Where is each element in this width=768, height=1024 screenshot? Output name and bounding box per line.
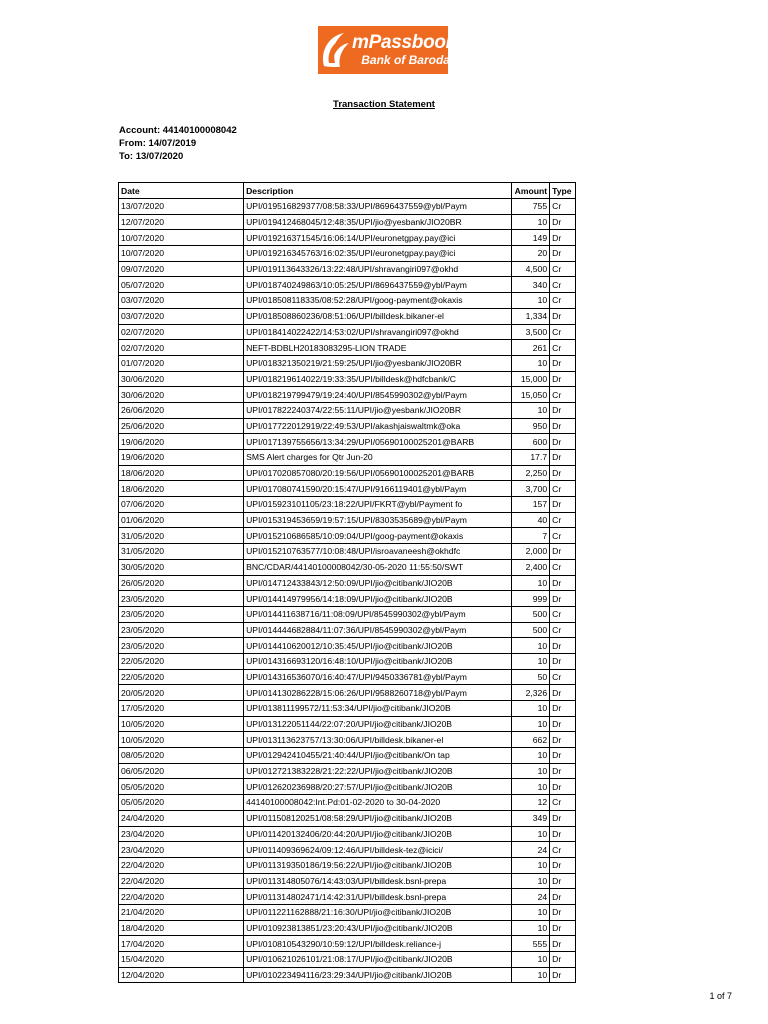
- date-cell: 08/05/2020: [119, 748, 244, 764]
- description-cell: UPI/011314802471/14:42:31/UPI/billdesk.bsnl-prepa: [244, 889, 512, 905]
- date-cell: 19/06/2020: [119, 450, 244, 466]
- description-cell: UPI/015210763577/10:08:48/UPI/isroavaneesh@okhdfc: [244, 544, 512, 560]
- description-cell: UPI/013122051144/22:07:20/UPI/jio@citibank/JIO20B: [244, 716, 512, 732]
- type-cell: Dr: [550, 826, 576, 842]
- type-cell: Cr: [550, 277, 576, 293]
- type-cell: Dr: [550, 748, 576, 764]
- date-cell: 30/05/2020: [119, 559, 244, 575]
- type-cell: Dr: [550, 308, 576, 324]
- date-cell: 22/05/2020: [119, 669, 244, 685]
- date-cell: 06/05/2020: [119, 763, 244, 779]
- amount-cell: 10: [511, 857, 549, 873]
- amount-cell: 10: [511, 402, 549, 418]
- description-cell: UPI/012721383228/21:22:22/UPI/jio@citibank/JIO20B: [244, 763, 512, 779]
- amount-cell: 999: [511, 591, 549, 607]
- description-cell: UPI/013113623757/13:30:06/UPI/billdesk.bikaner-el: [244, 732, 512, 748]
- transaction-table: [118, 182, 576, 983]
- description-cell: UPI/015210686585/10:09:04/UPI/goog-payment@okaxis: [244, 528, 512, 544]
- date-cell: 30/06/2020: [119, 371, 244, 387]
- type-cell: Dr: [550, 732, 576, 748]
- table-row: [119, 936, 576, 952]
- description-cell: UPI/018219799479/19:24:40/UPI/8545990302@ybl/Paym: [244, 387, 512, 403]
- table-row: [119, 199, 576, 215]
- table-row: [119, 748, 576, 764]
- table-row: [119, 653, 576, 669]
- description-cell: UPI/017020857080/20:19:56/UPI/05690100025201@BARB: [244, 465, 512, 481]
- type-cell: Cr: [550, 606, 576, 622]
- table-row: [119, 591, 576, 607]
- amount-cell: 340: [511, 277, 549, 293]
- type-cell: Dr: [550, 967, 576, 983]
- amount-cell: 10: [511, 826, 549, 842]
- amount-cell: 600: [511, 434, 549, 450]
- type-cell: Dr: [550, 575, 576, 591]
- table-row: [119, 418, 576, 434]
- from-date: From: 14/07/2019: [119, 138, 197, 149]
- date-cell: 10/07/2020: [119, 230, 244, 246]
- description-cell: UPI/012942410455/21:40:44/UPI/jio@citibank/On tap: [244, 748, 512, 764]
- description-cell: UPI/010223494116/23:29:34/UPI/jio@citibank/JIO20B: [244, 967, 512, 983]
- table-row: [119, 920, 576, 936]
- type-cell: Dr: [550, 246, 576, 262]
- description-cell: UPI/010621026101/21:08:17/UPI/jio@citibank/JIO20B: [244, 952, 512, 968]
- date-cell: 17/05/2020: [119, 701, 244, 717]
- description-cell: UPI/014130286228/15:06:26/UPI/9588260718@ybl/Paym: [244, 685, 512, 701]
- table-row: [119, 559, 576, 575]
- amount-cell: 17.7: [511, 450, 549, 466]
- type-cell: Dr: [550, 402, 576, 418]
- date-cell: 01/06/2020: [119, 512, 244, 528]
- description-cell: UPI/011508120251/08:58:29/UPI/jio@citibank/JIO20B: [244, 810, 512, 826]
- table-row: [119, 497, 576, 513]
- description-cell: UPI/017822240374/22:55:11/UPI/jio@yesbank/JIO20BR: [244, 402, 512, 418]
- date-cell: 02/07/2020: [119, 340, 244, 356]
- type-cell: Dr: [550, 434, 576, 450]
- type-cell: Cr: [550, 387, 576, 403]
- type-cell: Dr: [550, 638, 576, 654]
- amount-cell: 10: [511, 748, 549, 764]
- type-cell: Dr: [550, 920, 576, 936]
- table-row: [119, 857, 576, 873]
- type-cell: Cr: [550, 512, 576, 528]
- amount-cell: 10: [511, 873, 549, 889]
- type-cell: Dr: [550, 873, 576, 889]
- date-cell: 23/05/2020: [119, 606, 244, 622]
- table-row: [119, 716, 576, 732]
- table-row: [119, 669, 576, 685]
- table-row: [119, 293, 576, 309]
- description-cell: UPI/017080741590/20:15:47/UPI/9166119401@ybl/Paym: [244, 481, 512, 497]
- date-cell: 18/06/2020: [119, 465, 244, 481]
- date-cell: 13/07/2020: [119, 199, 244, 215]
- type-cell: Dr: [550, 685, 576, 701]
- amount-cell: 40: [511, 512, 549, 528]
- amount-cell: 755: [511, 199, 549, 215]
- date-cell: 15/04/2020: [119, 952, 244, 968]
- date-cell: 23/04/2020: [119, 826, 244, 842]
- date-cell: 05/07/2020: [119, 277, 244, 293]
- type-cell: Cr: [550, 528, 576, 544]
- description-cell: SMS Alert charges for Qtr Jun-20: [244, 450, 512, 466]
- amount-cell: 50: [511, 669, 549, 685]
- brand-title: mPassbook: [352, 31, 456, 53]
- amount-cell: 10: [511, 716, 549, 732]
- description-cell: UPI/013811199572/11:53:34/UPI/jio@citibank/JIO20B: [244, 701, 512, 717]
- table-row: [119, 826, 576, 842]
- description-cell: UPI/011420132406/20:44:20/UPI/jio@citibank/JIO20B: [244, 826, 512, 842]
- amount-cell: 10: [511, 967, 549, 983]
- amount-cell: 500: [511, 606, 549, 622]
- description-cell: UPI/011409369624/09:12:46/UPI/billdesk-tez@icici/: [244, 842, 512, 858]
- header-description: Description: [244, 183, 512, 199]
- description-cell: UPI/018508118335/08:52:28/UPI/goog-payment@okaxis: [244, 293, 512, 309]
- date-cell: 18/04/2020: [119, 920, 244, 936]
- amount-cell: 12: [511, 795, 549, 811]
- table-row: [119, 732, 576, 748]
- description-cell: UPI/019412468045/12:48:35/UPI/jio@yesbank/JIO20BR: [244, 214, 512, 230]
- table-row: [119, 434, 576, 450]
- table-row: [119, 465, 576, 481]
- table-row: [119, 575, 576, 591]
- description-cell: UPI/012620236988/20:27:57/UPI/jio@citibank/JIO20B: [244, 779, 512, 795]
- date-cell: 25/06/2020: [119, 418, 244, 434]
- description-cell: UPI/019516829377/08:58:33/UPI/8696437559@ybl/Paym: [244, 199, 512, 215]
- description-cell: UPI/011314805076/14:43:03/UPI/billdesk.bsnl-prepa: [244, 873, 512, 889]
- amount-cell: 15,050: [511, 387, 549, 403]
- date-cell: 03/07/2020: [119, 293, 244, 309]
- amount-cell: 15,000: [511, 371, 549, 387]
- date-cell: 23/04/2020: [119, 842, 244, 858]
- date-cell: 21/04/2020: [119, 904, 244, 920]
- account-number: Account: 44140100008042: [119, 125, 237, 136]
- type-cell: Dr: [550, 936, 576, 952]
- type-cell: Dr: [550, 450, 576, 466]
- date-cell: 17/04/2020: [119, 936, 244, 952]
- amount-cell: 3,500: [511, 324, 549, 340]
- date-cell: 30/06/2020: [119, 387, 244, 403]
- document-title: Transaction Statement: [333, 99, 435, 110]
- amount-cell: 1,334: [511, 308, 549, 324]
- date-cell: 12/07/2020: [119, 214, 244, 230]
- date-cell: 23/05/2020: [119, 591, 244, 607]
- description-cell: UPI/014316693120/16:48:10/UPI/jio@citibank/JIO20B: [244, 653, 512, 669]
- amount-cell: 10: [511, 355, 549, 371]
- type-cell: Dr: [550, 653, 576, 669]
- amount-cell: 10: [511, 293, 549, 309]
- description-cell: UPI/019216345763/16:02:35/UPI/euronetgpay.pay@ici: [244, 246, 512, 262]
- description-cell: UPI/015319453659/19:57:15/UPI/8303535689@ybl/Paym: [244, 512, 512, 528]
- date-cell: 10/07/2020: [119, 246, 244, 262]
- date-cell: 01/07/2020: [119, 355, 244, 371]
- amount-cell: 349: [511, 810, 549, 826]
- amount-cell: 10: [511, 904, 549, 920]
- table-row: [119, 371, 576, 387]
- type-cell: Dr: [550, 418, 576, 434]
- amount-cell: 10: [511, 701, 549, 717]
- header-type: Type: [550, 183, 576, 199]
- table-row: [119, 763, 576, 779]
- table-row: [119, 355, 576, 371]
- type-cell: Dr: [550, 355, 576, 371]
- table-row: [119, 450, 576, 466]
- amount-cell: 2,000: [511, 544, 549, 560]
- table-row: [119, 528, 576, 544]
- table-row: [119, 622, 576, 638]
- type-cell: Cr: [550, 481, 576, 497]
- bob-logo-icon-svg: [318, 30, 352, 70]
- amount-cell: 10: [511, 638, 549, 654]
- date-cell: 22/05/2020: [119, 653, 244, 669]
- amount-cell: 662: [511, 732, 549, 748]
- amount-cell: 3,700: [511, 481, 549, 497]
- table-row: [119, 324, 576, 340]
- description-cell: UPI/014444682884/11:07:36/UPI/8545990302@ybl/Paym: [244, 622, 512, 638]
- type-cell: Cr: [550, 199, 576, 215]
- description-cell: UPI/014712433843/12:50:09/UPI/jio@citibank/JIO20B: [244, 575, 512, 591]
- table-row: [119, 810, 576, 826]
- type-cell: Dr: [550, 904, 576, 920]
- amount-cell: 2,250: [511, 465, 549, 481]
- type-cell: Dr: [550, 952, 576, 968]
- description-cell: UPI/017722012919/22:49:53/UPI/akashjaiswaltmk@oka: [244, 418, 512, 434]
- amount-cell: 261: [511, 340, 549, 356]
- type-cell: Dr: [550, 214, 576, 230]
- type-cell: Dr: [550, 544, 576, 560]
- amount-cell: 10: [511, 763, 549, 779]
- table-row: [119, 873, 576, 889]
- table-row: [119, 904, 576, 920]
- type-cell: Cr: [550, 795, 576, 811]
- description-cell: UPI/018414022422/14:53:02/UPI/shravangiri097@okhd: [244, 324, 512, 340]
- type-cell: Cr: [550, 622, 576, 638]
- date-cell: 10/05/2020: [119, 716, 244, 732]
- type-cell: Cr: [550, 559, 576, 575]
- transaction-rows: [119, 199, 576, 983]
- table-row: [119, 685, 576, 701]
- description-cell: UPI/019113643326/13:22:48/UPI/shravangiri097@okhd: [244, 261, 512, 277]
- table-row: [119, 779, 576, 795]
- page-number: 1 of 7: [709, 991, 732, 1001]
- table-row: [119, 701, 576, 717]
- table-row: [119, 387, 576, 403]
- account-info: [119, 124, 237, 163]
- description-cell: UPI/019216371545/16:06:14/UPI/euronetgpay.pay@ici: [244, 230, 512, 246]
- date-cell: 09/07/2020: [119, 261, 244, 277]
- description-cell: NEFT-BDBLH20183083295-LION TRADE: [244, 340, 512, 356]
- date-cell: 20/05/2020: [119, 685, 244, 701]
- table-row: [119, 402, 576, 418]
- description-cell: UPI/011319350186/19:56:22/UPI/jio@citibank/JIO20B: [244, 857, 512, 873]
- table-row: [119, 842, 576, 858]
- date-cell: 22/04/2020: [119, 873, 244, 889]
- type-cell: Dr: [550, 716, 576, 732]
- type-cell: Dr: [550, 889, 576, 905]
- description-cell: UPI/014411638716/11:08:09/UPI/8545990302@ybl/Paym: [244, 606, 512, 622]
- table-row: [119, 638, 576, 654]
- amount-cell: 20: [511, 246, 549, 262]
- date-cell: 12/04/2020: [119, 967, 244, 983]
- amount-cell: 24: [511, 842, 549, 858]
- date-cell: 22/04/2020: [119, 889, 244, 905]
- date-cell: 24/04/2020: [119, 810, 244, 826]
- amount-cell: 10: [511, 575, 549, 591]
- date-cell: 26/06/2020: [119, 402, 244, 418]
- header-amount: Amount: [511, 183, 549, 199]
- amount-cell: 555: [511, 936, 549, 952]
- type-cell: Cr: [550, 261, 576, 277]
- description-cell: BNC/CDAR/44140100008042/30-05-2020 11:55:50/SWT: [244, 559, 512, 575]
- table-row: [119, 952, 576, 968]
- date-cell: 07/06/2020: [119, 497, 244, 513]
- description-cell: UPI/018219614022/19:33:35/UPI/billdesk@hdfcbank/C: [244, 371, 512, 387]
- type-cell: Cr: [550, 340, 576, 356]
- type-cell: Dr: [550, 763, 576, 779]
- amount-cell: 2,400: [511, 559, 549, 575]
- amount-cell: 7: [511, 528, 549, 544]
- table-row: [119, 246, 576, 262]
- brand-subtitle: Bank of Baroda: [361, 52, 450, 67]
- type-cell: Dr: [550, 230, 576, 246]
- type-cell: Dr: [550, 591, 576, 607]
- amount-cell: 950: [511, 418, 549, 434]
- bank-logo: [318, 26, 456, 74]
- date-cell: 03/07/2020: [119, 308, 244, 324]
- table-row: [119, 889, 576, 905]
- type-cell: Cr: [550, 293, 576, 309]
- table-row: [119, 606, 576, 622]
- date-cell: 26/05/2020: [119, 575, 244, 591]
- table-row: [119, 544, 576, 560]
- table-row: [119, 795, 576, 811]
- amount-cell: 500: [511, 622, 549, 638]
- amount-cell: 24: [511, 889, 549, 905]
- type-cell: Dr: [550, 779, 576, 795]
- date-cell: 22/04/2020: [119, 857, 244, 873]
- type-cell: Dr: [550, 810, 576, 826]
- date-cell: 18/06/2020: [119, 481, 244, 497]
- amount-cell: 157: [511, 497, 549, 513]
- date-cell: 19/06/2020: [119, 434, 244, 450]
- description-cell: UPI/010810543290/10:59:12/UPI/billdesk.reliance-j: [244, 936, 512, 952]
- date-cell: 05/05/2020: [119, 795, 244, 811]
- description-cell: UPI/017139755656/13:34:29/UPI/05690100025201@BARB: [244, 434, 512, 450]
- table-row: [119, 481, 576, 497]
- amount-cell: 10: [511, 952, 549, 968]
- type-cell: Cr: [550, 842, 576, 858]
- description-cell: UPI/011221162888/21:16:30/UPI/jio@citibank/JIO20B: [244, 904, 512, 920]
- description-cell: UPI/014316536070/16:40:47/UPI/9450336781@ybl/Paym: [244, 669, 512, 685]
- type-cell: Dr: [550, 497, 576, 513]
- table-row: [119, 230, 576, 246]
- type-cell: Dr: [550, 701, 576, 717]
- description-cell: UPI/014414979956/14:18:09/UPI/jio@citibank/JIO20B: [244, 591, 512, 607]
- table-header-row: [119, 183, 576, 199]
- date-cell: 02/07/2020: [119, 324, 244, 340]
- type-cell: Dr: [550, 857, 576, 873]
- date-cell: 10/05/2020: [119, 732, 244, 748]
- table-row: [119, 214, 576, 230]
- amount-cell: 10: [511, 214, 549, 230]
- type-cell: Dr: [550, 465, 576, 481]
- date-cell: 05/05/2020: [119, 779, 244, 795]
- description-cell: 44140100008042:Int.Pd:01-02-2020 to 30-04-2020: [244, 795, 512, 811]
- table-row: [119, 308, 576, 324]
- date-cell: 31/05/2020: [119, 544, 244, 560]
- date-cell: 23/05/2020: [119, 622, 244, 638]
- description-cell: UPI/014410620012/10:35:45/UPI/jio@citibank/JIO20B: [244, 638, 512, 654]
- amount-cell: 10: [511, 920, 549, 936]
- date-cell: 23/05/2020: [119, 638, 244, 654]
- table-row: [119, 261, 576, 277]
- description-cell: UPI/018508860236/08:51:06/UPI/billdesk.bikaner-el: [244, 308, 512, 324]
- bob-logo-icon: [318, 26, 352, 74]
- table-row: [119, 277, 576, 293]
- description-cell: UPI/015923101105/23:18:22/UPI/FKRT@ybl/Payment fo: [244, 497, 512, 513]
- to-date: To: 13/07/2020: [119, 151, 184, 162]
- amount-cell: 10: [511, 779, 549, 795]
- description-cell: UPI/010923813851/23:20:43/UPI/jio@citibank/JIO20B: [244, 920, 512, 936]
- description-cell: UPI/018740249863/10:05:25/UPI/8696437559@ybl/Paym: [244, 277, 512, 293]
- date-cell: 31/05/2020: [119, 528, 244, 544]
- amount-cell: 2,326: [511, 685, 549, 701]
- header-date: Date: [119, 183, 244, 199]
- description-cell: UPI/018321350219/21:59:25/UPI/jio@yesbank/JIO20BR: [244, 355, 512, 371]
- table-row: [119, 512, 576, 528]
- table-row: [119, 967, 576, 983]
- brand-text: [352, 31, 456, 67]
- type-cell: Dr: [550, 371, 576, 387]
- amount-cell: 4,500: [511, 261, 549, 277]
- table-row: [119, 340, 576, 356]
- amount-cell: 149: [511, 230, 549, 246]
- amount-cell: 10: [511, 653, 549, 669]
- type-cell: Cr: [550, 324, 576, 340]
- type-cell: Cr: [550, 669, 576, 685]
